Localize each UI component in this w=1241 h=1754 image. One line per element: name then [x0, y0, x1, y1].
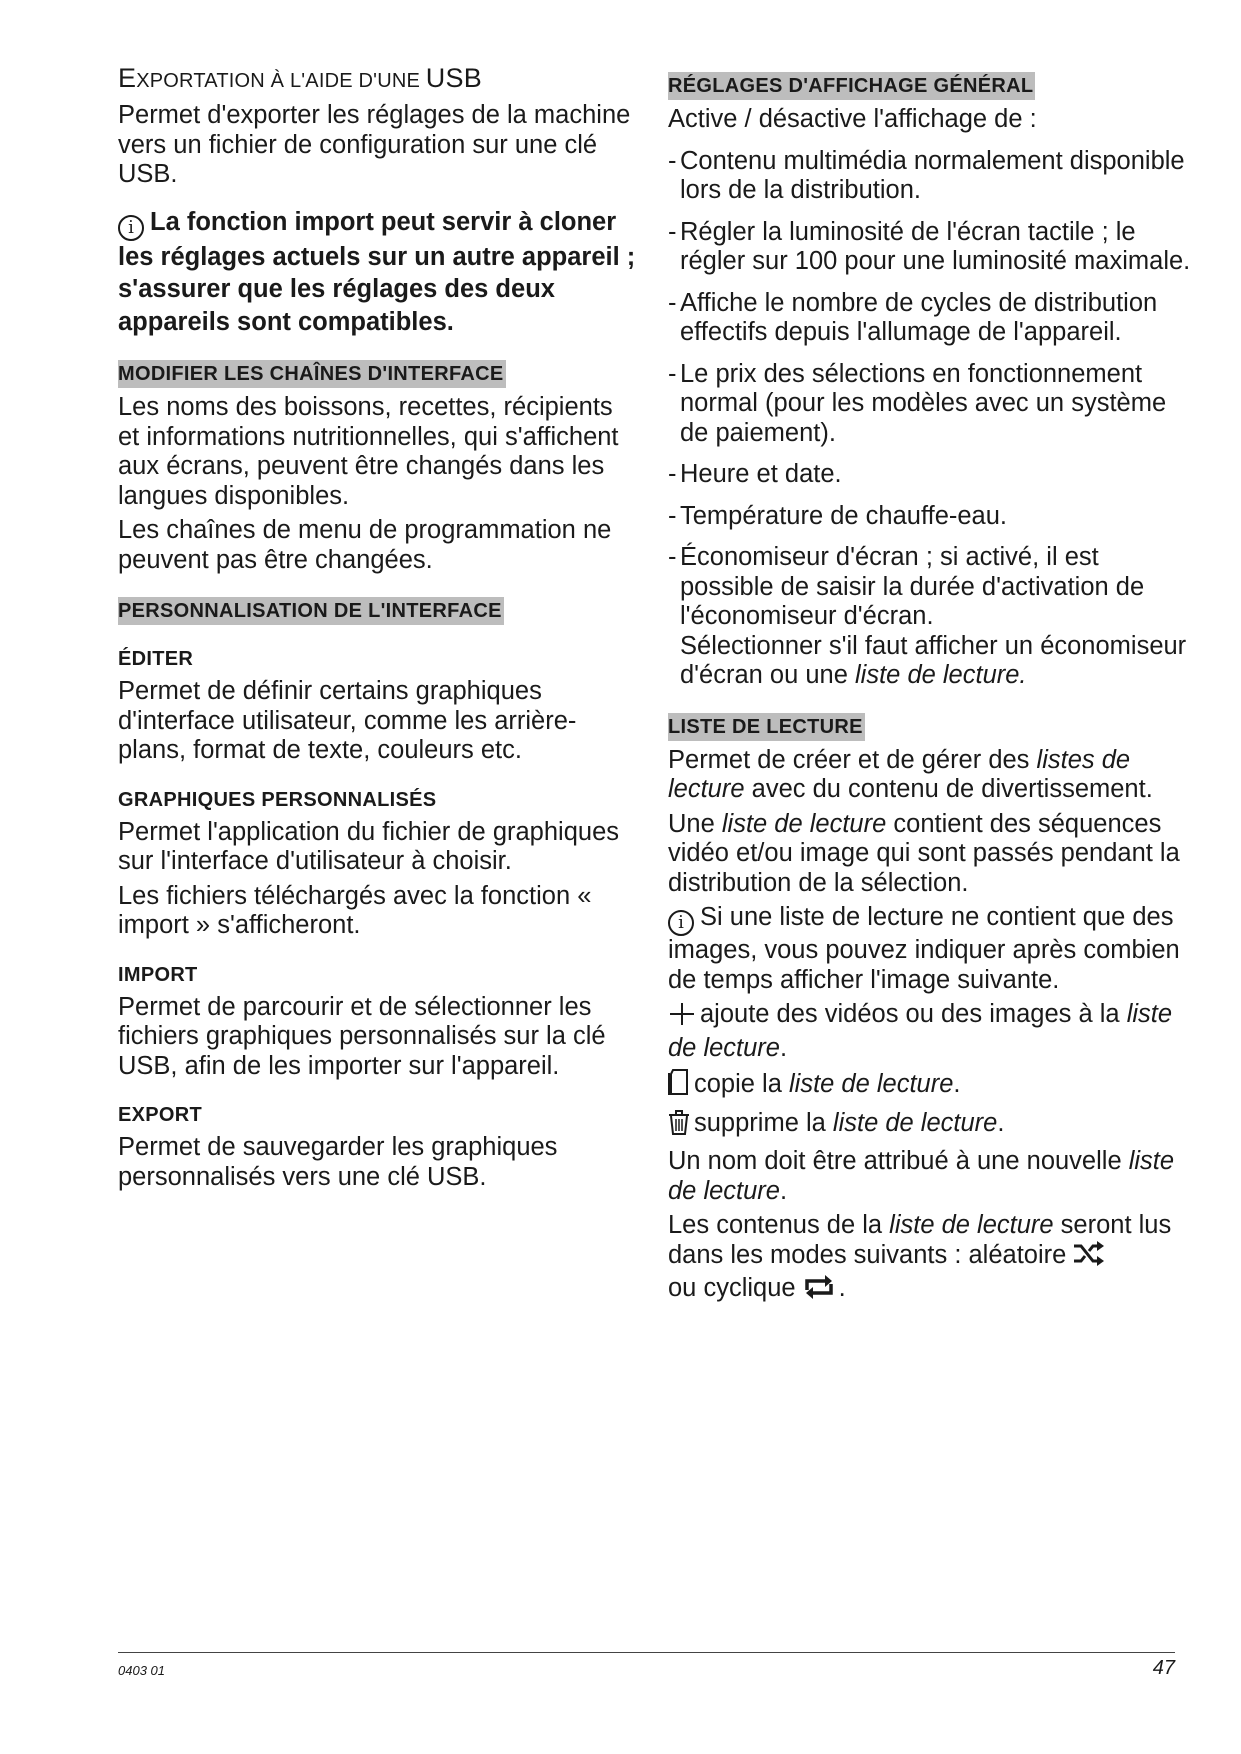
trash-icon: [668, 1109, 690, 1143]
footer-rule: [118, 1652, 1175, 1653]
copy-icon: [668, 1068, 690, 1104]
graphics-heading: GRAPHIQUES PERSONNALISÉS: [118, 788, 437, 811]
display-item: - Affiche le nombre de cycles de distribution effectifs depuis l'allumage de l'appareil.: [668, 289, 1193, 348]
display-item-screensaver: - Économiseur d'écran ; si activé, il est possible de saisir la durée d'activation de l'économiseur d'écran. Sélectionner s'il faut afficher un économiseur d'écran ou une liste de lecture.: [668, 543, 1193, 691]
import-heading: IMPORT: [118, 963, 198, 986]
import-paragraph: Permet de parcourir et de sélectionner les fichiers graphiques personnalisés sur la clé USB, afin de les importer sur l'appareil.: [118, 992, 606, 1080]
section-display-settings: RÉGLAGES D'AFFICHAGE GÉNÉRAL: [668, 72, 1035, 100]
right-column: [668, 62, 1193, 1308]
shuffle-icon: [1073, 1241, 1105, 1275]
graphics-paragraph-1: Permet l'application du fichier de graphiques sur l'interface d'utilisateur à choisir.: [118, 817, 619, 875]
edit-heading: ÉDITER: [118, 648, 194, 670]
playlist-paragraph-2: Une liste de lecture contient des séquences vidéo et/ou image qui sont passés pendant la distribution de la sélection.: [668, 809, 1180, 897]
section-personalisation: PERSONNALISATION DE L'INTERFACE: [118, 597, 504, 625]
info-icon: i: [668, 910, 694, 936]
display-item: - Régler la luminosité de l'écran tactile ; le régler sur 100 pour une luminosité maximale.: [668, 218, 1193, 277]
import-note: i La fonction import peut servir à cloner les réglages actuels sur un autre appareil ; s'assurer que les réglages des deux appareils sont compatibles.: [118, 207, 636, 336]
repeat-icon: [803, 1274, 835, 1308]
display-intro: Active / désactive l'affichage de :: [668, 105, 1037, 133]
info-icon: i: [118, 215, 144, 241]
display-item: - Contenu multimédia normalement disponible lors de la distribution.: [668, 147, 1193, 206]
export-heading: EXPORT: [118, 1104, 203, 1126]
playlist-note: i Si une liste de lecture ne contient que des images, vous pouvez indiquer après combien de temps afficher l'image suivante.: [668, 903, 1180, 994]
document-code: 0403 01: [118, 1663, 165, 1678]
plus-icon: [668, 1002, 696, 1034]
section-modify-strings: MODIFIER LES CHAÎNES D'INTERFACE: [118, 360, 506, 388]
playlist-modes-line: Les contenus de la liste de lecture seront lus dans les modes suivants : aléatoire ou cyclique .: [668, 1211, 1193, 1308]
left-column: [118, 62, 638, 1192]
playlist-name-line: Un nom doit être attribué à une nouvelle liste de lecture.: [668, 1147, 1175, 1205]
edit-paragraph: Permet de définir certains graphiques d'interface utilisateur, comme les arrière-plans, format de texte, couleurs etc.: [118, 677, 577, 764]
page-number: 47: [1152, 1657, 1175, 1679]
section-playlist: LISTE DE LECTURE: [668, 713, 865, 741]
export-usb-title: EXPORTATION À L'AIDE D'UNE USB: [118, 63, 482, 93]
display-item: - Température de chauffe-eau.: [668, 502, 1193, 532]
modify-paragraph-2: Les chaînes de menu de programmation ne peuvent pas être changées.: [118, 516, 612, 574]
display-item: - Heure et date.: [668, 460, 1193, 490]
playlist-copy-line: copie la liste de lecture.: [668, 1068, 1193, 1104]
playlist-paragraph-1: Permet de créer et de gérer des listes de lecture avec du contenu de divertissement.: [668, 745, 1153, 803]
modify-paragraph-1: Les noms des boissons, recettes, récipients et informations nutritionnelles, qui s'affichent aux écrans, peuvent être changés dans les langues disponibles.: [118, 393, 619, 510]
export-usb-description: Permet d'exporter les réglages de la machine vers un fichier de configuration sur une clé USB.: [118, 101, 631, 188]
display-list: [668, 147, 1193, 691]
graphics-paragraph-2: Les fichiers téléchargés avec la fonction « import » s'afficheront.: [118, 881, 592, 939]
playlist-delete-line: supprime la liste de lecture.: [668, 1109, 1193, 1143]
display-item: - Le prix des sélections en fonctionnement normal (pour les modèles avec un système de paiement).: [668, 360, 1193, 449]
playlist-add-line: ajoute des vidéos ou des images à la liste de lecture.: [668, 1000, 1173, 1062]
export-paragraph: Permet de sauvegarder les graphiques personnalisés vers une clé USB.: [118, 1133, 558, 1191]
